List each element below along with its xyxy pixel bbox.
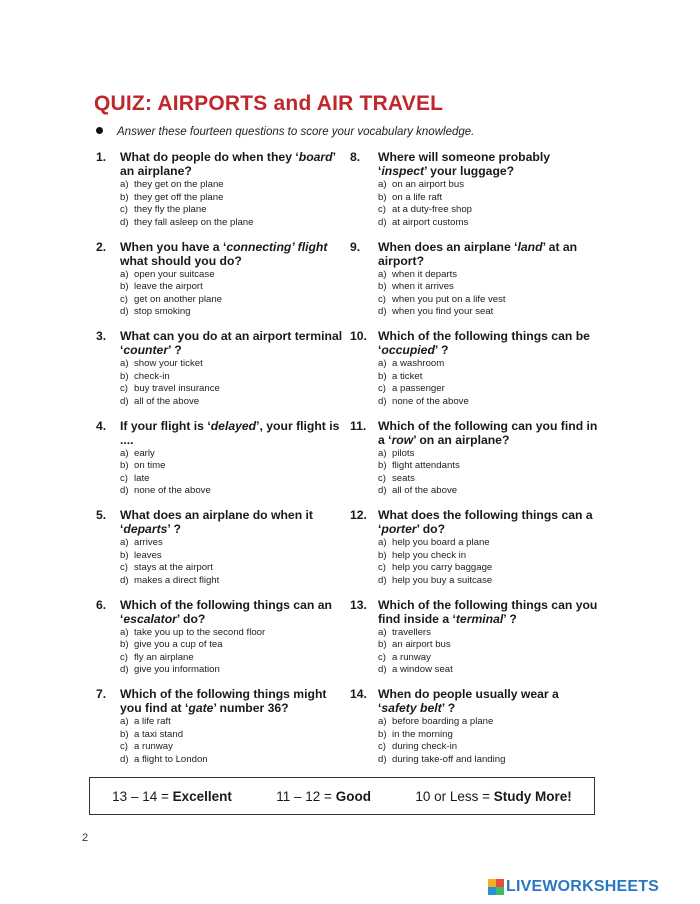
option-text: a runway — [134, 741, 173, 753]
option-letter: a) — [120, 447, 129, 459]
answer-option[interactable] — [120, 485, 346, 498]
option-text: none of the above — [392, 395, 469, 407]
bullet-icon — [96, 127, 103, 134]
answer-option[interactable] — [120, 716, 346, 729]
option-text: all of the above — [134, 395, 200, 407]
option-text: fly an airplane — [134, 651, 194, 663]
option-text: a window seat — [392, 664, 453, 676]
option-text: late — [134, 472, 150, 484]
option-text: a life raft — [134, 716, 171, 727]
answer-options — [120, 716, 346, 766]
answer-option[interactable] — [120, 269, 346, 282]
answer-option[interactable] — [120, 358, 346, 371]
answer-option[interactable] — [120, 281, 346, 294]
question-text: When do people usually wear a ‘safety belt’ ? — [378, 687, 559, 715]
answer-option[interactable] — [120, 537, 346, 550]
score-excellent: 13 – 14 = Excellent — [112, 788, 232, 804]
question-3 — [96, 329, 346, 419]
answer-option[interactable] — [120, 664, 346, 677]
option-text: stays at the airport — [134, 562, 213, 574]
question-9 — [350, 240, 600, 330]
question-stem — [96, 598, 346, 626]
option-text: leaves — [134, 549, 162, 561]
question-1 — [96, 150, 346, 240]
option-text: check-in — [134, 370, 170, 382]
instruction — [96, 126, 474, 138]
option-letter: c) — [120, 204, 128, 216]
option-text: help you carry baggage — [392, 562, 493, 574]
answer-options — [378, 179, 600, 229]
option-text: at airport customs — [392, 216, 469, 228]
question-text: When does an airplane ‘land’ at an airport? — [378, 239, 578, 268]
question-stem — [96, 150, 346, 178]
answer-option[interactable] — [378, 396, 600, 409]
question-stem — [96, 687, 346, 715]
answer-option[interactable] — [120, 729, 346, 742]
question-8 — [350, 150, 600, 240]
option-letter: c) — [120, 651, 128, 663]
answer-option[interactable] — [378, 485, 600, 498]
option-letter: a) — [378, 179, 387, 190]
answer-option[interactable] — [378, 639, 600, 652]
option-letter: b) — [120, 191, 129, 203]
question-number: 12. — [350, 508, 367, 522]
vocabulary-term: departs — [123, 522, 168, 536]
answer-option[interactable] — [120, 550, 346, 563]
option-letter: a) — [378, 358, 387, 369]
question-number: 14. — [350, 687, 367, 701]
question-text: Which of the following things can an ‘escalator’ do? — [120, 597, 332, 626]
vocabulary-term: escalator — [123, 611, 177, 626]
option-letter: b) — [120, 549, 129, 561]
vocabulary-term: counter — [123, 343, 169, 357]
answer-option[interactable] — [378, 269, 600, 282]
option-text: get on another plane — [134, 293, 223, 305]
vocabulary-term: board — [298, 150, 333, 164]
question-number: 13. — [350, 597, 367, 612]
question-number: 3. — [96, 329, 107, 343]
answer-option[interactable] — [120, 460, 346, 473]
answer-option[interactable] — [378, 537, 600, 550]
option-letter: a) — [378, 716, 387, 727]
option-letter: a) — [378, 537, 387, 548]
option-letter: c) — [378, 383, 386, 395]
question-number: 5. — [96, 508, 107, 522]
answer-options — [120, 179, 346, 229]
option-text: open your suitcase — [134, 268, 215, 280]
answer-option[interactable] — [120, 306, 346, 319]
questions-left-column — [96, 150, 346, 777]
question-6 — [96, 598, 346, 688]
option-text: during check-in — [392, 741, 458, 753]
option-text: pilots — [392, 447, 415, 459]
option-letter: b) — [378, 370, 387, 382]
option-text: seats — [392, 472, 415, 484]
vocabulary-term: inspect — [381, 164, 425, 178]
option-letter: d) — [378, 574, 387, 586]
answer-option[interactable] — [120, 294, 346, 307]
answer-option[interactable] — [378, 652, 600, 665]
answer-options — [378, 537, 600, 587]
question-number: 7. — [96, 687, 107, 701]
question-number: 11. — [350, 418, 367, 433]
question-2 — [96, 240, 346, 330]
question-4 — [96, 419, 346, 509]
option-letter: d) — [120, 306, 129, 318]
option-letter: c) — [120, 383, 128, 395]
answer-option[interactable] — [378, 358, 600, 371]
option-letter: d) — [120, 753, 129, 765]
answer-option[interactable] — [378, 575, 600, 588]
option-letter: a) — [120, 358, 129, 369]
brand-name: LIVEWORKSHEETS — [506, 878, 660, 895]
option-text: flight attendants — [392, 460, 460, 472]
option-letter: a) — [120, 537, 129, 548]
question-stem — [96, 419, 346, 447]
option-text: show your ticket — [134, 358, 203, 369]
answer-option[interactable] — [378, 664, 600, 677]
question-stem — [350, 598, 600, 626]
option-text: on time — [134, 460, 166, 472]
answer-option[interactable] — [378, 460, 600, 473]
question-5 — [96, 508, 346, 598]
question-text: What does the following things can a ‘porter’ do? — [378, 508, 593, 536]
option-letter: a) — [120, 179, 129, 190]
answer-option[interactable] — [378, 306, 600, 319]
option-letter: a) — [120, 716, 129, 727]
answer-option[interactable] — [120, 179, 346, 192]
answer-option[interactable] — [120, 473, 346, 486]
option-letter: d) — [378, 753, 387, 765]
answer-option[interactable] — [378, 281, 600, 294]
score-key — [89, 777, 595, 815]
answer-option[interactable] — [378, 562, 600, 575]
answer-option[interactable] — [378, 448, 600, 461]
option-letter: b) — [120, 460, 129, 472]
option-text: makes a direct flight — [134, 574, 220, 586]
page-number: 2 — [82, 832, 89, 844]
option-letter: a) — [120, 268, 129, 280]
answer-option[interactable] — [120, 371, 346, 384]
score-good: 11 – 12 = Good — [276, 788, 371, 804]
question-14 — [350, 687, 600, 777]
question-number: 10. — [350, 329, 367, 343]
option-text: a taxi stand — [134, 728, 184, 740]
vocabulary-term: safety belt — [381, 701, 442, 715]
option-letter: a) — [378, 268, 387, 280]
question-stem — [350, 508, 600, 536]
option-text: they get off the plane — [134, 191, 224, 203]
vocabulary-term: row — [391, 432, 414, 447]
answer-options — [378, 448, 600, 498]
option-letter: c) — [120, 472, 128, 484]
answer-option[interactable] — [378, 754, 600, 767]
answer-option[interactable] — [120, 575, 346, 588]
question-number: 2. — [96, 239, 107, 254]
answer-option[interactable] — [120, 217, 346, 230]
answer-option[interactable] — [378, 217, 600, 230]
answer-option[interactable] — [120, 192, 346, 205]
answer-option[interactable] — [120, 383, 346, 396]
option-text: give you information — [134, 664, 220, 676]
instruction-text: Answer these fourteen questions to score your vocabulary knowledge. — [117, 126, 475, 138]
question-13 — [350, 598, 600, 688]
option-letter: c) — [378, 651, 386, 663]
vocabulary-term: connecting’ flight — [226, 239, 328, 254]
answer-option[interactable] — [120, 448, 346, 461]
answer-option[interactable] — [378, 383, 600, 396]
option-text: none of the above — [134, 485, 211, 497]
vocabulary-term: land — [517, 239, 543, 254]
option-text: when it arrives — [392, 281, 454, 293]
option-letter: c) — [120, 741, 128, 753]
option-letter: d) — [378, 306, 387, 318]
option-letter: c) — [120, 293, 128, 305]
answer-option[interactable] — [120, 204, 346, 217]
answer-option[interactable] — [120, 639, 346, 652]
question-stem — [96, 329, 346, 357]
option-letter: b) — [120, 281, 129, 293]
option-text: before boarding a plane — [392, 716, 494, 727]
option-letter: a) — [378, 626, 387, 638]
question-7 — [96, 687, 346, 777]
option-letter: a) — [378, 447, 387, 459]
question-text: If your flight is ‘delayed’, your flight is .... — [120, 418, 340, 447]
option-letter: b) — [120, 639, 129, 651]
answer-option[interactable] — [378, 192, 600, 205]
option-text: at a duty-free shop — [392, 204, 472, 216]
answer-option[interactable] — [120, 652, 346, 665]
option-text: buy travel insurance — [134, 383, 220, 395]
answer-option[interactable] — [120, 741, 346, 754]
option-text: arrives — [134, 537, 163, 548]
question-11 — [350, 419, 600, 509]
question-stem — [350, 240, 600, 268]
option-letter: b) — [378, 728, 387, 740]
question-text: What do people do when they ‘board’ an airplane? — [120, 150, 336, 178]
question-stem — [96, 508, 346, 536]
answer-option[interactable] — [120, 562, 346, 575]
question-text: Which of the following can you find in a ‘row’ on an airplane? — [378, 418, 598, 447]
option-letter: c) — [378, 562, 386, 574]
question-12 — [350, 508, 600, 598]
option-letter: b) — [378, 639, 387, 651]
option-text: all of the above — [392, 485, 458, 497]
question-text: What can you do at an airport terminal ‘counter’ ? — [120, 329, 343, 357]
option-text: a flight to London — [134, 753, 208, 765]
question-text: Which of the following things can you find inside a ‘terminal’ ? — [378, 597, 598, 626]
score-study-more: 10 or Less = Study More! — [415, 788, 572, 804]
option-text: early — [134, 447, 155, 459]
answer-options — [120, 358, 346, 408]
answer-option[interactable] — [378, 716, 600, 729]
liveworksheets-logo-icon — [488, 879, 504, 895]
vocabulary-term: porter — [381, 522, 417, 536]
option-text: an airport bus — [392, 639, 451, 651]
question-number: 4. — [96, 418, 107, 433]
answer-option[interactable] — [378, 179, 600, 192]
questions-right-column — [350, 150, 600, 777]
question-text: When you have a ‘connecting’ flight what should you do? — [120, 239, 328, 268]
option-text: stop smoking — [134, 306, 191, 318]
answer-option[interactable] — [120, 396, 346, 409]
answer-options — [120, 537, 346, 587]
question-number: 9. — [350, 239, 361, 254]
option-letter: b) — [120, 370, 129, 382]
option-text: when it departs — [392, 268, 458, 280]
option-letter: c) — [378, 472, 386, 484]
answer-option[interactable] — [378, 550, 600, 563]
option-text: take you up to the second floor — [134, 626, 266, 638]
question-number: 1. — [96, 150, 107, 164]
answer-option[interactable] — [378, 741, 600, 754]
option-letter: b) — [378, 281, 387, 293]
option-text: help you buy a suitcase — [392, 574, 493, 586]
question-number: 6. — [96, 597, 107, 612]
answer-options — [378, 358, 600, 408]
option-text: when you put on a life vest — [392, 293, 506, 305]
option-text: in the morning — [392, 728, 453, 740]
option-letter: b) — [378, 549, 387, 561]
option-letter: c) — [378, 293, 386, 305]
question-10 — [350, 329, 600, 419]
option-text: travellers — [392, 626, 431, 638]
option-text: on an airport bus — [392, 179, 464, 190]
option-letter: d) — [120, 216, 129, 228]
answer-options — [120, 269, 346, 319]
answer-options — [120, 448, 346, 498]
option-text: when you find your seat — [392, 306, 494, 318]
question-number: 8. — [350, 150, 361, 164]
vocabulary-term: terminal — [455, 611, 504, 626]
option-letter: d) — [120, 395, 129, 407]
option-text: during take-off and landing — [392, 753, 506, 765]
option-text: help you board a plane — [392, 537, 490, 548]
vocabulary-term: gate — [188, 701, 214, 715]
question-text: Where will someone probably ‘inspect’ your luggage? — [378, 150, 551, 178]
option-letter: c) — [378, 741, 386, 753]
answer-option[interactable] — [378, 729, 600, 742]
answer-options — [378, 627, 600, 677]
vocabulary-term: occupied — [381, 343, 435, 357]
option-letter: d) — [120, 485, 129, 497]
option-text: they fly the plane — [134, 204, 207, 216]
question-stem — [350, 419, 600, 447]
option-text: a washroom — [392, 358, 445, 369]
answer-options — [120, 627, 346, 677]
option-letter: b) — [378, 191, 387, 203]
answer-options — [378, 716, 600, 766]
answer-option[interactable] — [378, 204, 600, 217]
option-text: give you a cup of tea — [134, 639, 223, 651]
vocabulary-term: delayed — [210, 418, 257, 433]
option-letter: d) — [378, 216, 387, 228]
option-text: a passenger — [392, 383, 445, 395]
option-letter: d) — [120, 574, 129, 586]
option-text: on a life raft — [392, 191, 443, 203]
option-text: a ticket — [392, 370, 423, 382]
option-letter: b) — [378, 460, 387, 472]
question-text: Which of the following things might you find at ‘gate’ number 36? — [120, 687, 327, 715]
option-letter: d) — [378, 664, 387, 676]
option-letter: b) — [120, 728, 129, 740]
option-letter: d) — [378, 485, 387, 497]
question-text: Which of the following things can be ‘occupied’ ? — [378, 329, 590, 357]
option-text: they get on the plane — [134, 179, 224, 190]
option-text: help you check in — [392, 549, 467, 561]
option-letter: c) — [120, 562, 128, 574]
quiz-title: QUIZ: AIRPORTS and AIR TRAVEL — [94, 92, 444, 115]
question-stem — [350, 687, 600, 715]
answer-option[interactable] — [120, 627, 346, 640]
answer-option[interactable] — [378, 627, 600, 640]
answer-option[interactable] — [378, 294, 600, 307]
option-letter: d) — [120, 664, 129, 676]
answer-option[interactable] — [378, 371, 600, 384]
question-stem — [96, 240, 346, 268]
answer-options — [378, 269, 600, 319]
option-letter: d) — [378, 395, 387, 407]
question-text: What does an airplane do when it ‘departs’ ? — [120, 508, 313, 536]
option-letter: a) — [120, 626, 129, 638]
option-text: they fall asleep on the plane — [134, 216, 254, 228]
liveworksheets-logo[interactable] — [488, 878, 659, 896]
option-letter: c) — [378, 204, 386, 216]
question-stem — [350, 150, 600, 178]
question-stem — [350, 329, 600, 357]
option-text: leave the airport — [134, 281, 203, 293]
answer-option[interactable] — [120, 754, 346, 767]
option-text: a runway — [392, 651, 431, 663]
answer-option[interactable] — [378, 473, 600, 486]
